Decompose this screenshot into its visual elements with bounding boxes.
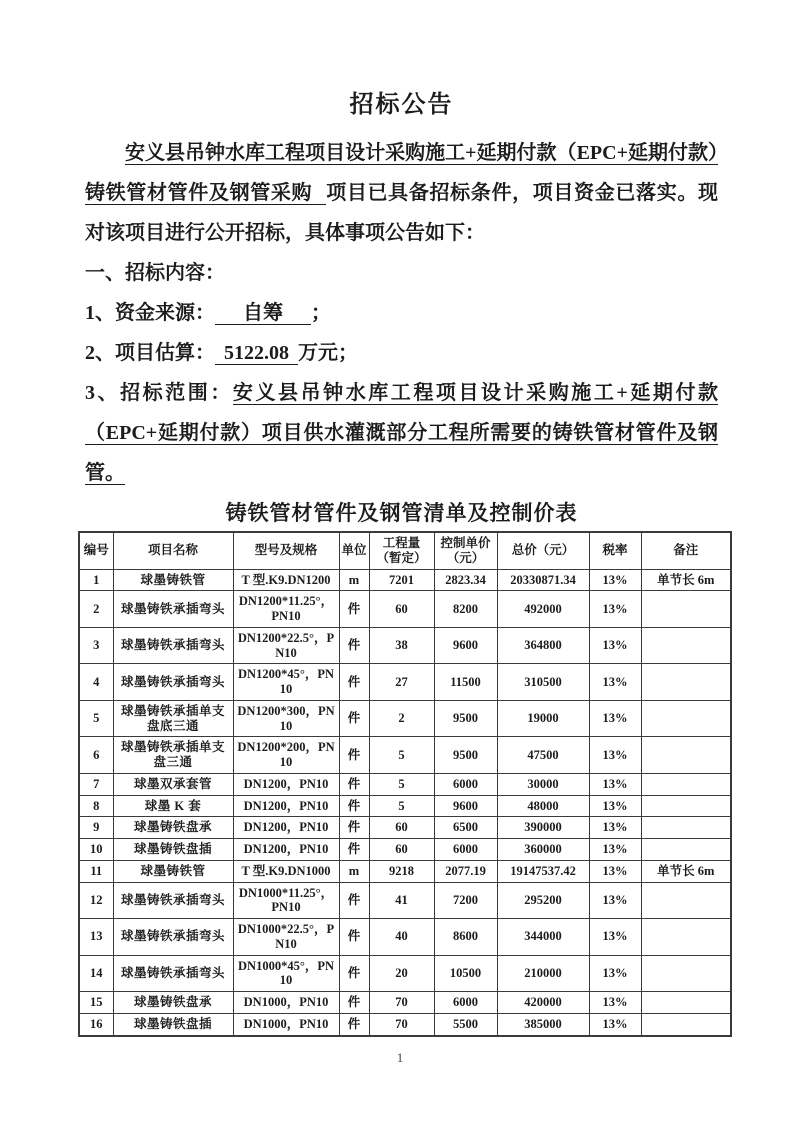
table-cell: 13	[79, 919, 113, 956]
table-cell: 20	[369, 955, 434, 992]
item-prefix: 3、招标范围：	[85, 382, 233, 404]
table-header-row	[79, 532, 731, 569]
table-cell: 13%	[589, 773, 641, 795]
section-heading: 一、招标内容：	[85, 262, 225, 284]
project-estimate-value: 5122.08	[215, 342, 298, 365]
table-cell: 3	[79, 627, 113, 664]
table-cell: 2	[369, 700, 434, 737]
header-cell-name: 项目名称	[113, 532, 233, 569]
table-cell: 件	[339, 839, 369, 861]
table-cell: 件	[339, 919, 369, 956]
list-item-scope	[85, 373, 718, 493]
table-cell: DN1000*11.25°，PN10	[233, 882, 339, 919]
table-cell: 球墨铸铁承插弯头	[113, 955, 233, 992]
table-cell: 40	[369, 919, 434, 956]
table-cell: 60	[369, 591, 434, 628]
table-cell: DN1200*200，PN10	[233, 737, 339, 774]
table-cell: DN1000，PN10	[233, 1013, 339, 1035]
table-cell: 9218	[369, 860, 434, 882]
table-cell: DN1000，PN10	[233, 992, 339, 1014]
table-cell: 6000	[434, 773, 497, 795]
table-cell	[641, 627, 731, 664]
table-row	[79, 839, 731, 861]
table-cell: 件	[339, 737, 369, 774]
table-cell: 19147537.42	[497, 860, 589, 882]
table-cell: 27	[369, 664, 434, 701]
item-prefix: 1、资金来源：	[85, 302, 215, 324]
table-cell: 11500	[434, 664, 497, 701]
header-cell-unit-price: 控制单价（元）	[434, 532, 497, 569]
table-cell: 球墨铸铁承插弯头	[113, 919, 233, 956]
table-row	[79, 992, 731, 1014]
table-cell: 2823.34	[434, 569, 497, 591]
table-cell: 件	[339, 795, 369, 817]
table-cell: 1	[79, 569, 113, 591]
table-cell	[641, 817, 731, 839]
table-cell: 8200	[434, 591, 497, 628]
table-cell	[641, 664, 731, 701]
table-cell: 球墨铸铁承插弯头	[113, 664, 233, 701]
table-cell: 8	[79, 795, 113, 817]
table-cell: 9	[79, 817, 113, 839]
table-cell: 5	[369, 737, 434, 774]
table-row	[79, 795, 731, 817]
table-cell: 球墨铸铁管	[113, 569, 233, 591]
table-row	[79, 882, 731, 919]
table-cell: 7200	[434, 882, 497, 919]
intro-underlined-text: 安义县吊钟水库工程项目设计采购施工+延期付款（EPC+延期付款）铸铁管材管件及钢管采购	[85, 142, 718, 204]
table-cell: 9500	[434, 737, 497, 774]
pipe-table-body	[79, 569, 731, 1036]
table-cell: T 型.K9.DN1000	[233, 860, 339, 882]
table-cell: 13%	[589, 627, 641, 664]
table-cell: 385000	[497, 1013, 589, 1035]
table-row	[79, 817, 731, 839]
table-cell: m	[339, 569, 369, 591]
table-cell: 15	[79, 992, 113, 1014]
table-cell: 295200	[497, 882, 589, 919]
table-cell: 19000	[497, 700, 589, 737]
table-cell: 12	[79, 882, 113, 919]
intro-paragraph	[85, 133, 718, 253]
table-cell: DN1200*300，PN10	[233, 700, 339, 737]
table-cell: 41	[369, 882, 434, 919]
table-cell: 件	[339, 664, 369, 701]
list-item-funding	[85, 293, 718, 333]
table-cell: 10	[79, 839, 113, 861]
header-cell-index: 编号	[79, 532, 113, 569]
table-cell: 球墨铸铁管	[113, 860, 233, 882]
table-cell: 70	[369, 1013, 434, 1035]
table-row	[79, 919, 731, 956]
table-cell	[641, 591, 731, 628]
table-cell: 492000	[497, 591, 589, 628]
table-row	[79, 627, 731, 664]
table-cell	[641, 992, 731, 1014]
table-cell: 5	[369, 795, 434, 817]
table-cell: 件	[339, 1013, 369, 1035]
table-cell: 13%	[589, 992, 641, 1014]
table-cell: 9500	[434, 700, 497, 737]
table-cell: 球墨 K 套	[113, 795, 233, 817]
table-cell: 13%	[589, 860, 641, 882]
header-cell-total-price: 总价（元）	[497, 532, 589, 569]
table-cell: 件	[339, 955, 369, 992]
header-cell-unit: 单位	[339, 532, 369, 569]
table-cell: 13%	[589, 795, 641, 817]
table-cell: 364800	[497, 627, 589, 664]
table-cell: 70	[369, 992, 434, 1014]
table-cell: 球墨铸铁承插单支盘三通	[113, 737, 233, 774]
table-cell: 30000	[497, 773, 589, 795]
table-cell: 球墨铸铁承插弯头	[113, 882, 233, 919]
table-cell: 球墨双承套管	[113, 773, 233, 795]
table-cell: 2077.19	[434, 860, 497, 882]
table-cell: 球墨铸铁盘承	[113, 992, 233, 1014]
table-cell: 8600	[434, 919, 497, 956]
table-cell: 20330871.34	[497, 569, 589, 591]
intro-rest-text: 项目已具备招标条件，项目资金已落实。现对该项目进行公开招标，具体事项公告如下：	[85, 182, 719, 244]
table-row	[79, 569, 731, 591]
table-cell: 48000	[497, 795, 589, 817]
table-row	[79, 664, 731, 701]
table-cell: 6000	[434, 839, 497, 861]
table-cell: 5	[79, 700, 113, 737]
table-cell: 13%	[589, 817, 641, 839]
table-cell: DN1200*45°，PN10	[233, 664, 339, 701]
table-cell: DN1200，PN10	[233, 839, 339, 861]
table-cell: 件	[339, 992, 369, 1014]
table-cell: 2	[79, 591, 113, 628]
table-cell: 球墨铸铁承插单支盘底三通	[113, 700, 233, 737]
table-cell: DN1200*22.5°，PN10	[233, 627, 339, 664]
list-item-estimate	[85, 333, 718, 373]
table-row	[79, 737, 731, 774]
table-row	[79, 773, 731, 795]
document-title: 招标公告	[349, 92, 454, 118]
table-cell: 4	[79, 664, 113, 701]
table-cell	[641, 919, 731, 956]
page-number: 1	[396, 1050, 404, 1065]
table-cell: DN1000*45°，PN10	[233, 955, 339, 992]
table-cell: 13%	[589, 569, 641, 591]
table-cell: 310500	[497, 664, 589, 701]
table-cell: 13%	[589, 591, 641, 628]
table-cell: T 型.K9.DN1200	[233, 569, 339, 591]
table-cell: DN1200*11.25°，PN10	[233, 591, 339, 628]
table-cell: 7201	[369, 569, 434, 591]
header-cell-tax-rate: 税率	[589, 532, 641, 569]
table-cell: 球墨铸铁盘承	[113, 817, 233, 839]
table-row	[79, 955, 731, 992]
table-row	[79, 591, 731, 628]
table-cell: 件	[339, 627, 369, 664]
table-cell: 5500	[434, 1013, 497, 1035]
table-cell: m	[339, 860, 369, 882]
table-cell: 13%	[589, 664, 641, 701]
table-cell: 420000	[497, 992, 589, 1014]
table-title: 铸铁管材管件及钢管清单及控制价表	[225, 501, 578, 525]
table-cell: DN1200，PN10	[233, 773, 339, 795]
table-cell: 60	[369, 839, 434, 861]
table-cell: 件	[339, 773, 369, 795]
table-cell: 件	[339, 882, 369, 919]
table-row	[79, 860, 731, 882]
header-cell-remark: 备注	[641, 532, 731, 569]
table-cell: 10500	[434, 955, 497, 992]
table-cell: 件	[339, 700, 369, 737]
table-cell	[641, 1013, 731, 1035]
table-cell: 5	[369, 773, 434, 795]
table-cell: 13%	[589, 700, 641, 737]
table-cell: 球墨铸铁盘插	[113, 1013, 233, 1035]
table-cell: 14	[79, 955, 113, 992]
table-cell: 件	[339, 817, 369, 839]
table-cell: DN1000*22.5°，PN10	[233, 919, 339, 956]
item-prefix: 2、项目估算：	[85, 342, 215, 364]
table-cell	[641, 882, 731, 919]
table-cell: 13%	[589, 737, 641, 774]
table-cell: 60	[369, 817, 434, 839]
funding-source-value: 自筹	[215, 302, 311, 325]
bid-scope-value: 安义县吊钟水库工程项目设计采购施工+延期付款（EPC+延期付款）项目供水灌溉部分工程所需要的铸铁管材管件及钢管。	[85, 382, 718, 484]
item-suffix: 万元；	[298, 342, 358, 364]
table-cell: 344000	[497, 919, 589, 956]
table-cell: 球墨铸铁盘插	[113, 839, 233, 861]
table-cell: 6500	[434, 817, 497, 839]
table-row	[79, 700, 731, 737]
table-cell: 件	[339, 591, 369, 628]
table-cell: 单节长 6m	[641, 569, 731, 591]
table-cell: 9600	[434, 627, 497, 664]
header-cell-quantity: 工程量（暂定）	[369, 532, 434, 569]
table-cell: 9600	[434, 795, 497, 817]
table-cell: 单节长 6m	[641, 860, 731, 882]
table-cell: DN1200，PN10	[233, 795, 339, 817]
table-cell: 11	[79, 860, 113, 882]
table-cell: 47500	[497, 737, 589, 774]
table-cell: 13%	[589, 882, 641, 919]
table-cell: 13%	[589, 955, 641, 992]
table-cell: 6	[79, 737, 113, 774]
table-cell: 6000	[434, 992, 497, 1014]
table-cell: 13%	[589, 919, 641, 956]
table-cell	[641, 773, 731, 795]
table-cell	[641, 955, 731, 992]
table-cell	[641, 700, 731, 737]
table-cell: DN1200，PN10	[233, 817, 339, 839]
table-cell: 13%	[589, 1013, 641, 1035]
table-cell: 球墨铸铁承插弯头	[113, 591, 233, 628]
pipe-price-table	[78, 531, 732, 1037]
table-cell: 210000	[497, 955, 589, 992]
item-suffix: ；	[311, 302, 331, 324]
header-cell-spec: 型号及规格	[233, 532, 339, 569]
table-cell: 360000	[497, 839, 589, 861]
table-cell: 390000	[497, 817, 589, 839]
table-cell: 13%	[589, 839, 641, 861]
table-cell: 球墨铸铁承插弯头	[113, 627, 233, 664]
table-cell	[641, 795, 731, 817]
table-cell: 7	[79, 773, 113, 795]
table-row	[79, 1013, 731, 1035]
table-cell: 38	[369, 627, 434, 664]
table-cell	[641, 737, 731, 774]
table-cell	[641, 839, 731, 861]
table-cell: 16	[79, 1013, 113, 1035]
